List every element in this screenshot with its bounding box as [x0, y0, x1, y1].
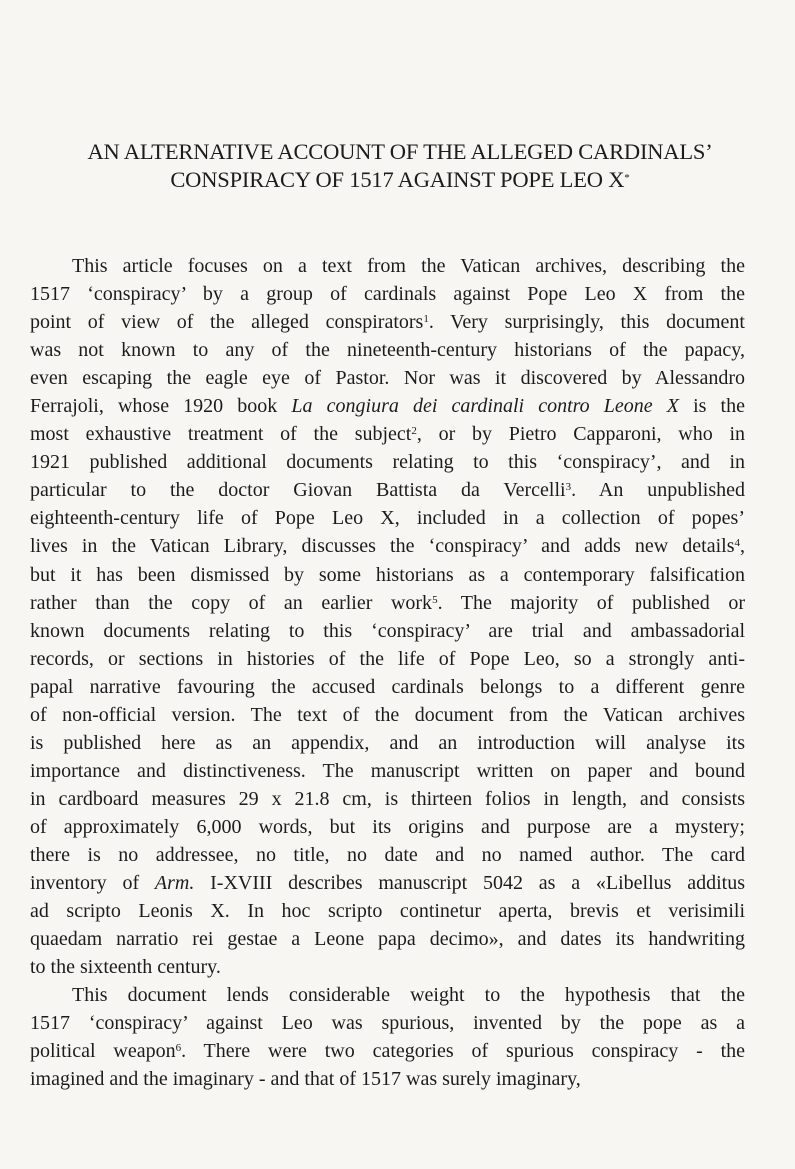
line-text: inventory of: [30, 872, 155, 895]
paragraph-1: [30, 252, 745, 981]
line-text: is the: [678, 395, 745, 418]
italic-text: La congiura dei cardinali contro Leone X: [291, 395, 679, 418]
line-text: known documents relating to this ‘conspiracy’ are trial and ambassadorial: [30, 619, 745, 642]
line-text: but it has been dismissed by some historians as a contemporary falsification: [30, 563, 745, 586]
line-text: papal narrative favouring the accused cardinals belongs to a different genre: [30, 675, 745, 698]
footnote-marker: 1: [423, 313, 429, 326]
footnote-marker: 4: [734, 537, 740, 550]
text-line: [30, 953, 745, 981]
paragraph-2: [30, 981, 745, 1093]
italic-text: Arm.: [154, 872, 195, 895]
title-footnote-marker: *: [624, 172, 630, 184]
text-line: [30, 308, 745, 336]
line-text: ,: [740, 535, 745, 558]
text-line: [30, 869, 745, 897]
text-line: [30, 280, 745, 308]
line-text: in cardboard measures 29 x 21.8 cm, is thirteen folios in length, and consists: [30, 787, 745, 810]
footnote-marker: 5: [432, 593, 438, 606]
text-line: [30, 757, 745, 785]
footnote-marker: 2: [411, 425, 417, 438]
line-text: was not known to any of the nineteenth-century historians of the papacy,: [30, 339, 745, 362]
line-text: This document lends considerable weight to the hypothesis that the: [72, 984, 745, 1007]
text-line: [30, 504, 745, 532]
line-text: there is no addressee, no title, no date and no named author. The card: [30, 843, 745, 866]
line-text: most exhaustive treatment of the subject: [30, 423, 412, 446]
text-line: [30, 673, 745, 701]
text-line: [30, 701, 745, 729]
line-text: of non-official version. The text of the document from the Vatican archives: [30, 703, 745, 726]
line-text: is published here as an appendix, and an introduction will analyse its: [30, 731, 745, 754]
footnote-marker: 6: [175, 1042, 182, 1055]
article-body: [30, 252, 745, 1093]
text-line: [30, 729, 745, 757]
footnote-marker: 3: [565, 481, 572, 494]
line-text: . There were two categories of spurious conspiracy - the: [181, 1040, 746, 1063]
text-line: [30, 925, 745, 953]
line-text: point of view of the alleged conspirators: [30, 311, 424, 334]
text-line: [30, 841, 745, 869]
line-text: I-XVIII describes manuscript 5042 as a «Libellus additus: [194, 872, 746, 895]
line-text: Ferrajoli, whose 1920 book: [30, 395, 292, 418]
line-text: . The majority of published or: [437, 591, 745, 614]
text-line: [30, 589, 745, 617]
text-line: [30, 897, 745, 925]
line-text: particular to the doctor Giovan Battista da Vercelli: [30, 479, 566, 502]
line-text: rather than the copy of an earlier work: [30, 591, 433, 614]
line-text: 1921 published additional documents relating to this ‘conspiracy’, and in: [30, 451, 745, 474]
line-text: This article focuses on a text from the Vatican archives, describing the: [72, 255, 745, 277]
line-text: . An unpublished: [571, 479, 745, 502]
line-text: of approximately 6,000 words, but its origins and purpose are a mystery;: [30, 815, 745, 838]
line-text: importance and distinctiveness. The manuscript written on paper and bound: [30, 759, 745, 782]
text-line: [30, 981, 745, 1009]
text-line: [30, 1009, 745, 1037]
title-line-1: AN ALTERNATIVE ACCOUNT OF THE ALLEGED CARDINALS’: [87, 139, 713, 164]
text-line: [30, 645, 745, 673]
text-line: [30, 617, 745, 645]
line-text: even escaping the eagle eye of Pastor. Nor was it discovered by Alessandro: [30, 367, 745, 390]
text-line: [30, 785, 745, 813]
text-line: [30, 813, 745, 841]
line-text: eighteenth-century life of Pope Leo X, included in a collection of popes’: [30, 507, 745, 530]
article-title: [30, 138, 770, 194]
line-text: to the sixteenth century.: [30, 956, 221, 979]
line-text: imagined and the imaginary - and that of 1517 was surely imaginary,: [30, 1068, 581, 1091]
line-text: . Very surprisingly, this document: [428, 311, 745, 334]
text-line: [30, 561, 745, 589]
text-line: [30, 448, 745, 476]
line-text: political weapon: [30, 1040, 176, 1063]
text-line: [30, 1037, 745, 1065]
page: [30, 0, 745, 1169]
text-line: [30, 364, 745, 392]
text-line: [30, 252, 745, 280]
text-line: [30, 1065, 745, 1093]
line-text: ad scripto Leonis X. In hoc scripto continetur aperta, brevis et verisimili: [30, 900, 745, 923]
line-text: 1517 ‘conspiracy’ by a group of cardinals against Pope Leo X from the: [30, 283, 745, 306]
line-text: , or by Pietro Capparoni, who in: [416, 423, 746, 446]
title-line-2-text: CONSPIRACY OF 1517 AGAINST POPE LEO X: [170, 167, 625, 192]
line-text: records, or sections in histories of the life of Pope Leo, so a strongly anti-: [30, 647, 745, 670]
text-line: [30, 420, 745, 448]
line-text: quaedam narratio rei gestae a Leone papa decimo», and dates its handwriting: [30, 928, 745, 951]
text-line: [30, 532, 745, 560]
text-line: [30, 392, 745, 420]
text-line: [30, 336, 745, 364]
line-text: 1517 ‘conspiracy’ against Leo was spurious, invented by the pope as a: [30, 1012, 745, 1035]
line-text: lives in the Vatican Library, discusses the ‘conspiracy’ and adds new details: [30, 535, 735, 558]
text-line: [30, 476, 745, 504]
title-line-2: [30, 166, 770, 194]
